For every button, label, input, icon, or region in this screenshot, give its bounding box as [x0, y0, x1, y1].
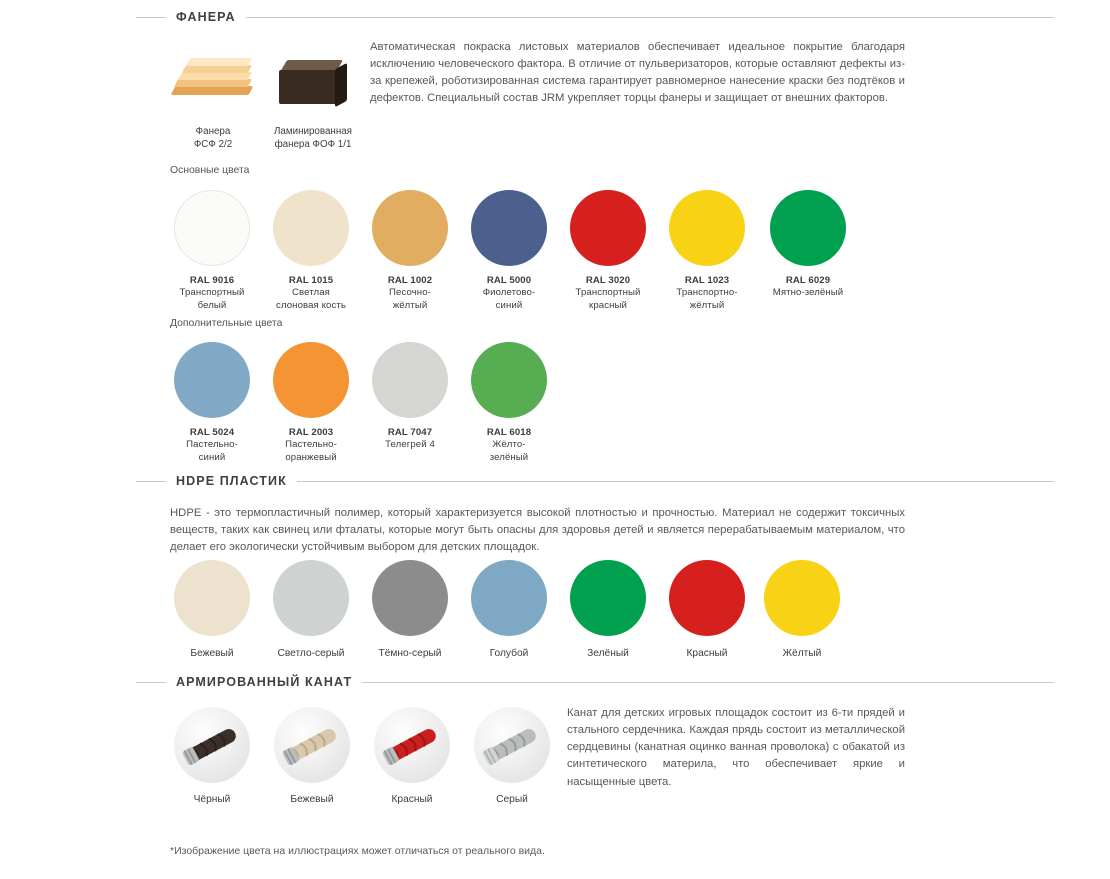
swatch-caption: RAL 1002 Песочно- жёлтый — [387, 275, 433, 311]
rope-strand-graphic — [374, 707, 450, 783]
swatch-caption: Голубой — [489, 648, 529, 659]
rope-strand-graphic — [474, 707, 550, 783]
label-extra-colors: Дополнительные цвета — [170, 318, 283, 329]
color-circle — [471, 342, 547, 418]
swatch-ral-1015[interactable] — [272, 190, 350, 312]
rope-strand-graphic — [174, 707, 250, 783]
swatch-ral-6018[interactable] — [470, 342, 548, 464]
swatch-ral-5024[interactable] — [173, 342, 251, 464]
swatch-hdpe-yellow[interactable] — [763, 560, 841, 659]
material-caption: Фанера ФСФ 2/2 — [193, 126, 233, 150]
swatch-caption: RAL 9016 Транспортный белый — [179, 275, 245, 311]
swatch-hdpe-light-gray[interactable] — [272, 560, 350, 659]
swatch-caption: RAL 5000 Фиолетово- синий — [482, 275, 536, 311]
section-header-hdpe — [136, 474, 1054, 488]
swatch-caption: RAL 2003 Пастельно- оранжевый — [285, 427, 337, 463]
rope-icon — [374, 707, 450, 783]
swatch-caption: RAL 3020 Транспортный красный — [575, 275, 641, 311]
rope-description: Канат для детских игровых площадок состоит из 6-ти прядей и стального сердечника. Каждая прядь состоит из металлической сердцевины (канатная оцинко ванная проволока) с обакатой из синтетического материла, что обеспечивает яркие и насыщенные цвета. — [567, 707, 905, 788]
material-plywood-fsf[interactable] — [165, 42, 261, 152]
swatch-caption: RAL 5024 Пастельно- синий — [186, 427, 238, 463]
section-title-plywood: ФАНЕРА — [176, 10, 236, 24]
rope-strand-graphic — [274, 707, 350, 783]
swatch-ral-7047[interactable] — [371, 342, 449, 452]
color-circle — [372, 342, 448, 418]
swatch-ral-2003[interactable] — [272, 342, 350, 464]
color-circle — [372, 190, 448, 266]
color-circle — [669, 560, 745, 636]
swatch-rope-black[interactable] — [162, 707, 262, 805]
swatch-ral-1002[interactable] — [371, 190, 449, 312]
swatch-ral-9016[interactable] — [173, 190, 251, 312]
divider-right — [362, 682, 1054, 683]
section-title-rope: АРМИРОВАННЫЙ КАНАТ — [176, 675, 353, 689]
color-circle — [273, 342, 349, 418]
swatch-hdpe-beige[interactable] — [173, 560, 251, 659]
swatch-caption: Бежевый — [290, 794, 334, 805]
color-circle — [764, 560, 840, 636]
footnote: *Изображение цвета на иллюстрациях может отличаться от реального вида. — [170, 845, 545, 857]
swatch-ral-6029[interactable] — [767, 190, 849, 300]
divider-left — [136, 682, 166, 683]
section-title-hdpe: HDPE ПЛАСТИК — [176, 474, 287, 488]
swatch-caption: Красный — [686, 648, 728, 659]
color-circle — [372, 560, 448, 636]
swatch-caption: RAL 1023 Транспортно- жёлтый — [676, 275, 738, 311]
swatch-hdpe-dark-gray[interactable] — [371, 560, 449, 659]
color-circle — [471, 560, 547, 636]
swatch-hdpe-blue[interactable] — [470, 560, 548, 659]
swatch-caption: Чёрный — [193, 794, 231, 805]
swatch-hdpe-red[interactable] — [668, 560, 746, 659]
rope-icon — [174, 707, 250, 783]
swatch-caption: Светло-серый — [277, 648, 345, 659]
color-circle — [174, 560, 250, 636]
laminated-block-icon — [279, 54, 345, 110]
swatch-caption: Тёмно-серый — [378, 648, 442, 659]
color-circle — [273, 190, 349, 266]
swatch-caption: Зелёный — [587, 648, 629, 659]
plywood-fof-thumbnail — [265, 42, 361, 118]
swatch-caption: RAL 6029 Мятно-зелёный — [772, 275, 844, 299]
swatch-caption: Бежевый — [190, 648, 234, 659]
swatch-caption: RAL 1015 Светлая слоновая кость — [276, 275, 346, 311]
swatch-rope-gray[interactable] — [462, 707, 562, 805]
color-circle — [174, 342, 250, 418]
plywood-description: Автоматическая покраска листовых материалов обеспечивает идеальное покрытие благодаря исключению человеческого фактора. В отличие от пульверизаторов, которые оставляют дефекты из-за крепежей, роботизированная система гарантирует равномерное нанесение краски без подтёков и дефектов. Специальный состав JRM укрепляет торцы фанеры и защищает от внешних факторов. — [370, 41, 905, 105]
label-main-colors: Основные цвета — [170, 165, 250, 176]
section-header-plywood — [136, 10, 1054, 24]
swatch-ral-5000[interactable] — [470, 190, 548, 312]
section-header-rope — [136, 675, 1054, 689]
hdpe-description: HDPE - это термопластичный полимер, который характеризуется высокой плотностью и прочностью. Материал не содержит токсичных веществ, таких как свинец или фталаты, которые могут быть опасны для здоровья детей и является перерабатываемым материалом, что делает его экологически устойчивым выбором для детских площадок. — [170, 507, 905, 554]
material-caption: Ламинированная фанера ФОФ 1/1 — [274, 126, 352, 150]
divider-right — [297, 481, 1054, 482]
color-circle — [174, 190, 250, 266]
color-circle — [570, 190, 646, 266]
swatch-caption: RAL 6018 Жёлто- зелёный — [486, 427, 532, 463]
plywood-stack-icon — [173, 56, 255, 108]
color-circle — [570, 560, 646, 636]
swatch-ral-3020[interactable] — [569, 190, 647, 312]
color-circle — [273, 560, 349, 636]
swatch-caption: RAL 7047 Телегрей 4 — [385, 427, 435, 451]
material-plywood-fof[interactable] — [265, 42, 361, 152]
divider-right — [246, 17, 1054, 18]
color-circle — [471, 190, 547, 266]
swatch-caption: Жёлтый — [782, 648, 822, 659]
color-circle — [770, 190, 846, 266]
swatch-caption: Серый — [496, 794, 528, 805]
divider-left — [136, 481, 166, 482]
color-circle — [669, 190, 745, 266]
swatch-caption: Красный — [391, 794, 433, 805]
plywood-fsf-thumbnail — [165, 42, 261, 118]
swatch-rope-beige[interactable] — [262, 707, 362, 805]
rope-icon — [474, 707, 550, 783]
swatch-hdpe-green[interactable] — [569, 560, 647, 659]
swatch-rope-red[interactable] — [362, 707, 462, 805]
swatch-ral-1023[interactable] — [668, 190, 746, 312]
rope-icon — [274, 707, 350, 783]
divider-left — [136, 17, 166, 18]
